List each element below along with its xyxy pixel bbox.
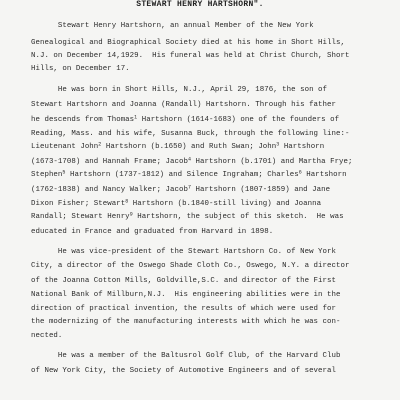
text-line [31, 38, 345, 48]
generation-superscript: 2 [98, 141, 102, 148]
text-line [31, 64, 130, 74]
text-segment: direction of practical invention, the results of which were used for [31, 305, 336, 313]
text-line [31, 290, 340, 300]
text-segment: Stephen [31, 171, 63, 179]
text-line [31, 212, 344, 222]
text-segment: Hartshorn (b.1701) and Martha Frye; [191, 158, 353, 166]
text-segment: National Bank of Millburn,N.J. His engineering abilities were in the [31, 291, 341, 299]
text-segment: Hartshorn (1737-1812) and Silence Ingraham; Charles [65, 171, 299, 179]
text-segment: Stewart Hartshorn and Joanna (Randall) Hartshorn. Through his father [31, 101, 336, 109]
text-segment: He was a member of the Baltusrol Golf Club, of the Harvard Club [31, 352, 341, 360]
generation-superscript: 1 [134, 114, 138, 121]
text-segment: the modernizing of the manufacturing interests with which he was con- [31, 318, 341, 326]
text-segment: He was born in Short Hills, N.J., April 29, 1876, the son of [31, 86, 328, 94]
text-line [31, 115, 339, 125]
generation-superscript: 8 [125, 198, 129, 205]
text-line [31, 85, 327, 95]
text-line [31, 142, 324, 152]
text-line [31, 366, 336, 376]
text-segment: Hartshorn [279, 143, 325, 151]
text-line [31, 351, 340, 361]
text-segment: (1762-1838) and Nancy Walker; Jacob [31, 186, 188, 194]
text-segment: Stewart Henry Hartshorn, an annual Member of the New York [31, 22, 314, 30]
generation-superscript: 3 [276, 141, 280, 148]
text-line [31, 185, 330, 195]
generation-superscript: 7 [187, 184, 192, 191]
text-line [31, 51, 349, 61]
generation-superscript: 6 [298, 169, 302, 176]
text-line [31, 261, 349, 271]
generation-superscript: 9 [129, 211, 133, 218]
text-line [31, 331, 62, 341]
text-segment: He was vice-president of the Stewart Hartshorn Co. of New York [31, 248, 336, 256]
text-segment: Genealogical and Biographical Society died at his home in Short Hills, [31, 39, 345, 47]
text-segment: Dixon Fisher; Stewart [31, 200, 126, 208]
text-line [31, 170, 347, 180]
text-line [31, 304, 336, 314]
text-segment: nected. [31, 332, 63, 340]
text-segment: Hartshorn (1614-1683) one of the founders of [137, 116, 340, 124]
document-title: STEWART HENRY HARTSHORN". [136, 0, 264, 9]
text-segment: City, a director of the Oswego Shade Cloth Co., Oswego, N.Y. a director [31, 262, 350, 270]
text-segment: Randall; Stewart Henry [31, 213, 130, 221]
text-line [31, 157, 353, 167]
text-segment: Hartshorn (b.1650) and Ruth Swan; John [101, 143, 277, 151]
text-segment: he descends from Thomas [31, 116, 135, 124]
text-segment: Hartshorn (1807-1859) and Jane [191, 186, 331, 194]
text-segment: Hartshorn (b.1840-still living) and Joanna [128, 200, 322, 208]
text-line [31, 317, 340, 327]
text-line [31, 129, 349, 139]
text-segment: (1673-1708) and Hannah Frame; Jacob [31, 158, 188, 166]
text-line [31, 21, 314, 31]
text-segment: Hills, on December 17. [31, 65, 130, 73]
text-line [31, 247, 336, 257]
generation-superscript: 4 [187, 156, 192, 163]
text-segment: of New York City, the Society of Automotive Engineers and of several [31, 367, 336, 375]
text-line [31, 276, 336, 286]
text-line [31, 227, 273, 237]
text-segment: Hartshorn [301, 171, 347, 179]
text-segment: of the Joanna Cotton Mills, Goldville,S.C. and director of the First [31, 277, 336, 285]
generation-superscript: 5 [62, 169, 66, 176]
text-segment: educated in France and graduated from Harvard in 1898. [31, 228, 274, 236]
text-segment: N.J. on December 14,1929. His funeral was held at Christ Church, Short [31, 52, 350, 60]
text-line [31, 100, 336, 110]
text-segment: Hartshorn, the subject of this sketch. He was [132, 213, 344, 221]
text-line [31, 199, 321, 209]
text-segment: Reading, Mass. and his wife, Susanna Buck, through the following line:- [31, 130, 350, 138]
text-segment: Lieutenant John [31, 143, 99, 151]
